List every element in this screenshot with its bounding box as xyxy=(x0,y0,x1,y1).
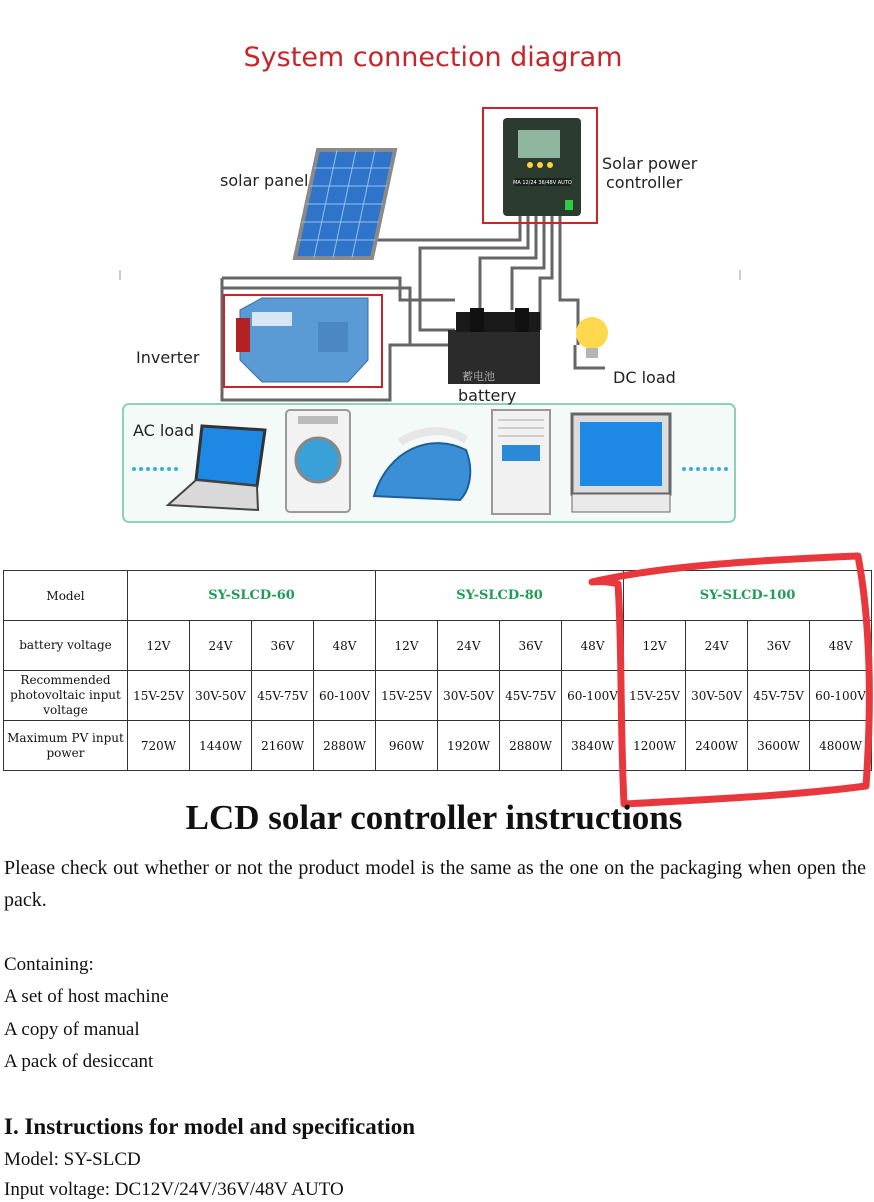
table-cell: 2160W xyxy=(252,721,314,771)
table-cell: 2880W xyxy=(500,721,562,771)
table-cell: 2880W xyxy=(314,721,376,771)
table-cell: 30V-50V xyxy=(686,671,748,721)
table-cell: 36V xyxy=(748,621,810,671)
table-cell: 3600W xyxy=(748,721,810,771)
intro-paragraph: Please check out whether or not the product model is the same as the one on the packaging when open the pack. xyxy=(4,857,866,911)
table-cell: 15V-25V xyxy=(376,671,438,721)
table-cell: 45V-75V xyxy=(500,671,562,721)
table-cell: 60-100V xyxy=(314,671,376,721)
model-header: SY-SLCD-80 xyxy=(376,571,624,621)
list-item: A pack of desiccant xyxy=(4,1051,154,1072)
table-cell: 60-100V xyxy=(810,671,872,721)
table-cell: 24V xyxy=(686,621,748,671)
row-label: Recommended photovoltaic input voltage xyxy=(4,671,128,721)
list-item: A copy of manual xyxy=(4,1019,140,1040)
table-cell: 30V-50V xyxy=(190,671,252,721)
table-cell: 36V xyxy=(500,621,562,671)
battery-cn-label: 蓄电池 xyxy=(462,370,495,383)
table-cell: 45V-75V xyxy=(252,671,314,721)
table-cell: 720W xyxy=(128,721,190,771)
containing-heading: Containing: xyxy=(4,954,94,975)
input-voltage-line: Input voltage: DC12V/24V/36V/48V AUTO xyxy=(4,1179,344,1200)
table-cell: 30V-50V xyxy=(438,671,500,721)
diagram-title: System connection diagram xyxy=(243,42,623,73)
table-cell: 2400W xyxy=(686,721,748,771)
controller-label-line1: Solar power xyxy=(602,154,698,173)
section-heading: I. Instructions for model and specification xyxy=(4,1114,416,1139)
table-cell: 48V xyxy=(810,621,872,671)
model-line: Model: SY-SLCD xyxy=(4,1149,141,1170)
table-cell: 12V xyxy=(376,621,438,671)
table-cell: 36V xyxy=(252,621,314,671)
list-item: A set of host machine xyxy=(4,986,169,1007)
table-cell: 3840W xyxy=(562,721,624,771)
ac-load-label: AC load xyxy=(133,421,195,440)
table-cell: 24V xyxy=(190,621,252,671)
controller-screen-text: MA 12/24 36/48V AUTO xyxy=(513,180,572,186)
controller-label-line2: controller xyxy=(606,173,683,192)
table-cell: 12V xyxy=(128,621,190,671)
table-cell: 15V-25V xyxy=(624,671,686,721)
model-header: SY-SLCD-60 xyxy=(128,571,376,621)
table-cell: 48V xyxy=(562,621,624,671)
table-cell: 960W xyxy=(376,721,438,771)
row-label: Maximum PV input power xyxy=(4,721,128,771)
table-cell: 12V xyxy=(624,621,686,671)
inverter-label: Inverter xyxy=(136,348,200,367)
table-cell: 60-100V xyxy=(562,671,624,721)
table-cell: 24V xyxy=(438,621,500,671)
table-cell: 1200W xyxy=(624,721,686,771)
table-cell: 45V-75V xyxy=(748,671,810,721)
model-header: SY-SLCD-100 xyxy=(624,571,872,621)
row-label: battery voltage xyxy=(4,621,128,671)
table-cell: Model xyxy=(4,571,128,621)
table-cell: 15V-25V xyxy=(128,671,190,721)
solar-panel-label: solar panel xyxy=(220,171,309,190)
doc-title: LCD solar controller instructions xyxy=(185,798,683,837)
dc-load-label: DC load xyxy=(613,368,676,387)
table-cell: 48V xyxy=(314,621,376,671)
table-cell: 1440W xyxy=(190,721,252,771)
battery-label: battery xyxy=(458,386,517,405)
table-cell: 1920W xyxy=(438,721,500,771)
table-cell: 4800W xyxy=(810,721,872,771)
